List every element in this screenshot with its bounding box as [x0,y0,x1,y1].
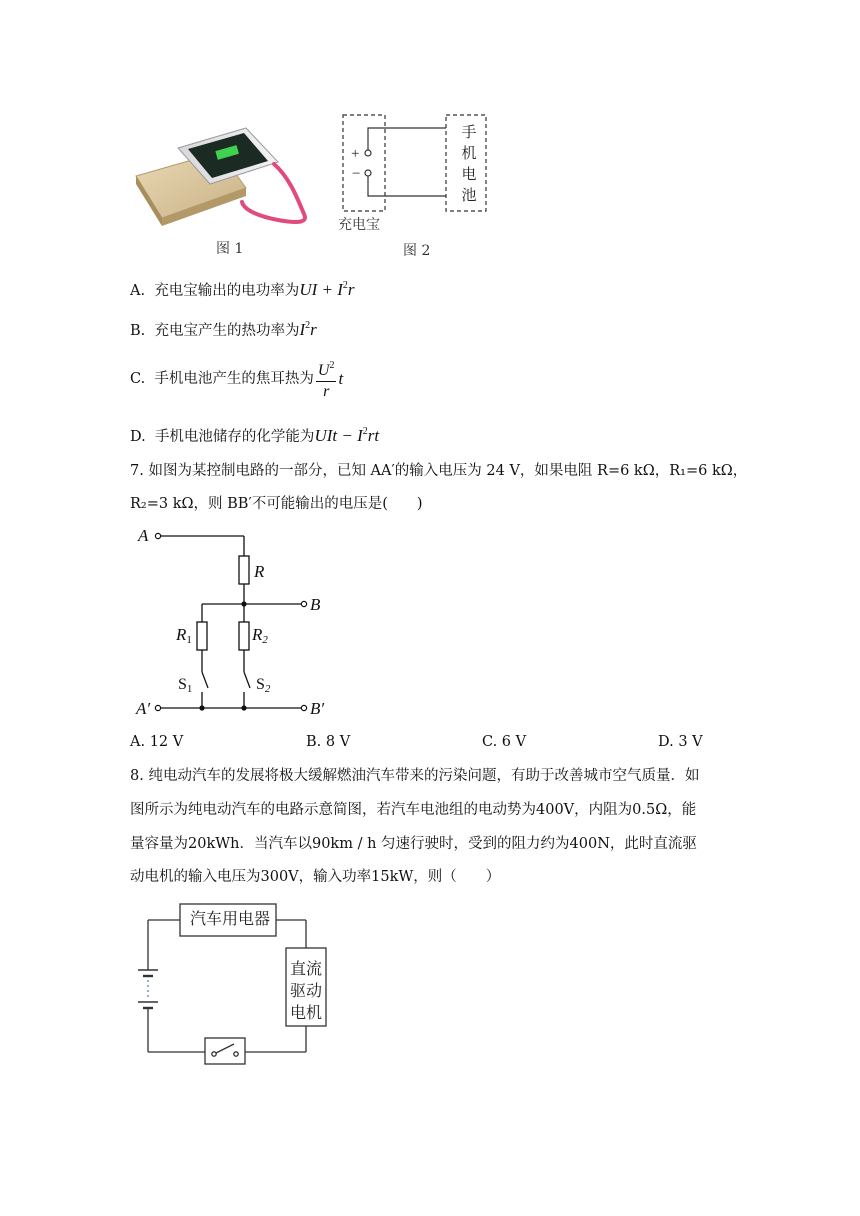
plus-sign: + [351,146,360,162]
label-s1: S1 [178,676,193,695]
label-s2: S2 [256,676,271,695]
q8-stem-line-4: 动电机的输入电压为300V，输入功率15kW，则（ ） [130,869,501,885]
q6-option-b: B. 充电宝产生的热功率为$I^2r$ [130,320,317,339]
positive-terminal [365,150,371,156]
label-r1: R1 [176,625,192,646]
terminal-a [155,533,160,538]
formula-uit-minus-i2rt: UIt − $I^2rt$ [314,426,380,445]
power-bank-label: 充电宝 [338,217,380,233]
terminal-b [301,601,306,606]
q8-stem-line-3: 量容量为20kWh．当汽车以90km / h 匀速行驶时，受到的阻力约为400N，此时直流驱 [130,836,697,852]
formula-ui-plus-i2r: UI + $I^2r$ [299,280,355,299]
negative-terminal [365,170,371,176]
power-bank-photo [128,118,328,238]
q6-option-d: D. 手机电池储存的化学能为UIt − $I^2rt$ [130,426,380,445]
figure-1-caption: 图 1 [216,241,244,257]
formula-i2r: $I^2r$ [299,320,317,339]
q7-stem-line-2: R₂=3 kΩ，则 BB′不可能输出的电压是( ) [130,496,423,512]
figure-1 [128,118,328,238]
appliance-label: 汽车用电器 [189,909,270,928]
label-a-prime: A′ [136,699,151,718]
figure-2-caption: 图 2 [403,243,431,259]
label-b-prime: B′ [310,699,325,718]
formula-u2-over-r: $\frac{U^2}{r}$ [316,356,337,402]
terminal-b-prime [301,705,306,710]
label-r: R [254,562,265,581]
q6-option-c: C. 手机电池产生的焦耳热为 $\frac{U^2}{r}$ t [130,356,343,402]
q7-option-b: B. 8 V [306,734,351,750]
q7-option-a: A. 12 V [130,734,184,750]
q7-option-c: C. 6 V [482,734,527,750]
q8-stem-line-1: 8. 纯电动汽车的发展将极大缓解燃油汽车带来的污染问题，有助于改善城市空气质量．如 [130,768,700,784]
label-b: B [310,595,321,614]
label-a: A [138,526,149,545]
phone-battery-label: 手 机 电 池 [461,123,477,204]
q7-option-d: D. 3 V [658,734,703,750]
q7-circuit [132,522,332,727]
terminal-a-prime [155,705,160,710]
q6-option-a: A. 充电宝输出的电功率为UI + $I^2r$ [130,280,355,299]
label-r2: R2 [252,625,268,646]
minus-sign: − [352,166,361,182]
motor-label: 直流 驱动 电机 [289,959,322,1022]
q8-stem-line-2: 图所示为纯电动汽车的电路示意简图，若汽车电池组的电动势为400V，内阻为0.5Ω，能 [130,802,697,818]
q7-stem-line-1: 7. 如图为某控制电路的一部分，已知 AA′的输入电压为 24 V，如果电阻 R=6 kΩ，R₁=6 kΩ， [130,463,748,479]
control-circuit-diagram [132,522,332,727]
